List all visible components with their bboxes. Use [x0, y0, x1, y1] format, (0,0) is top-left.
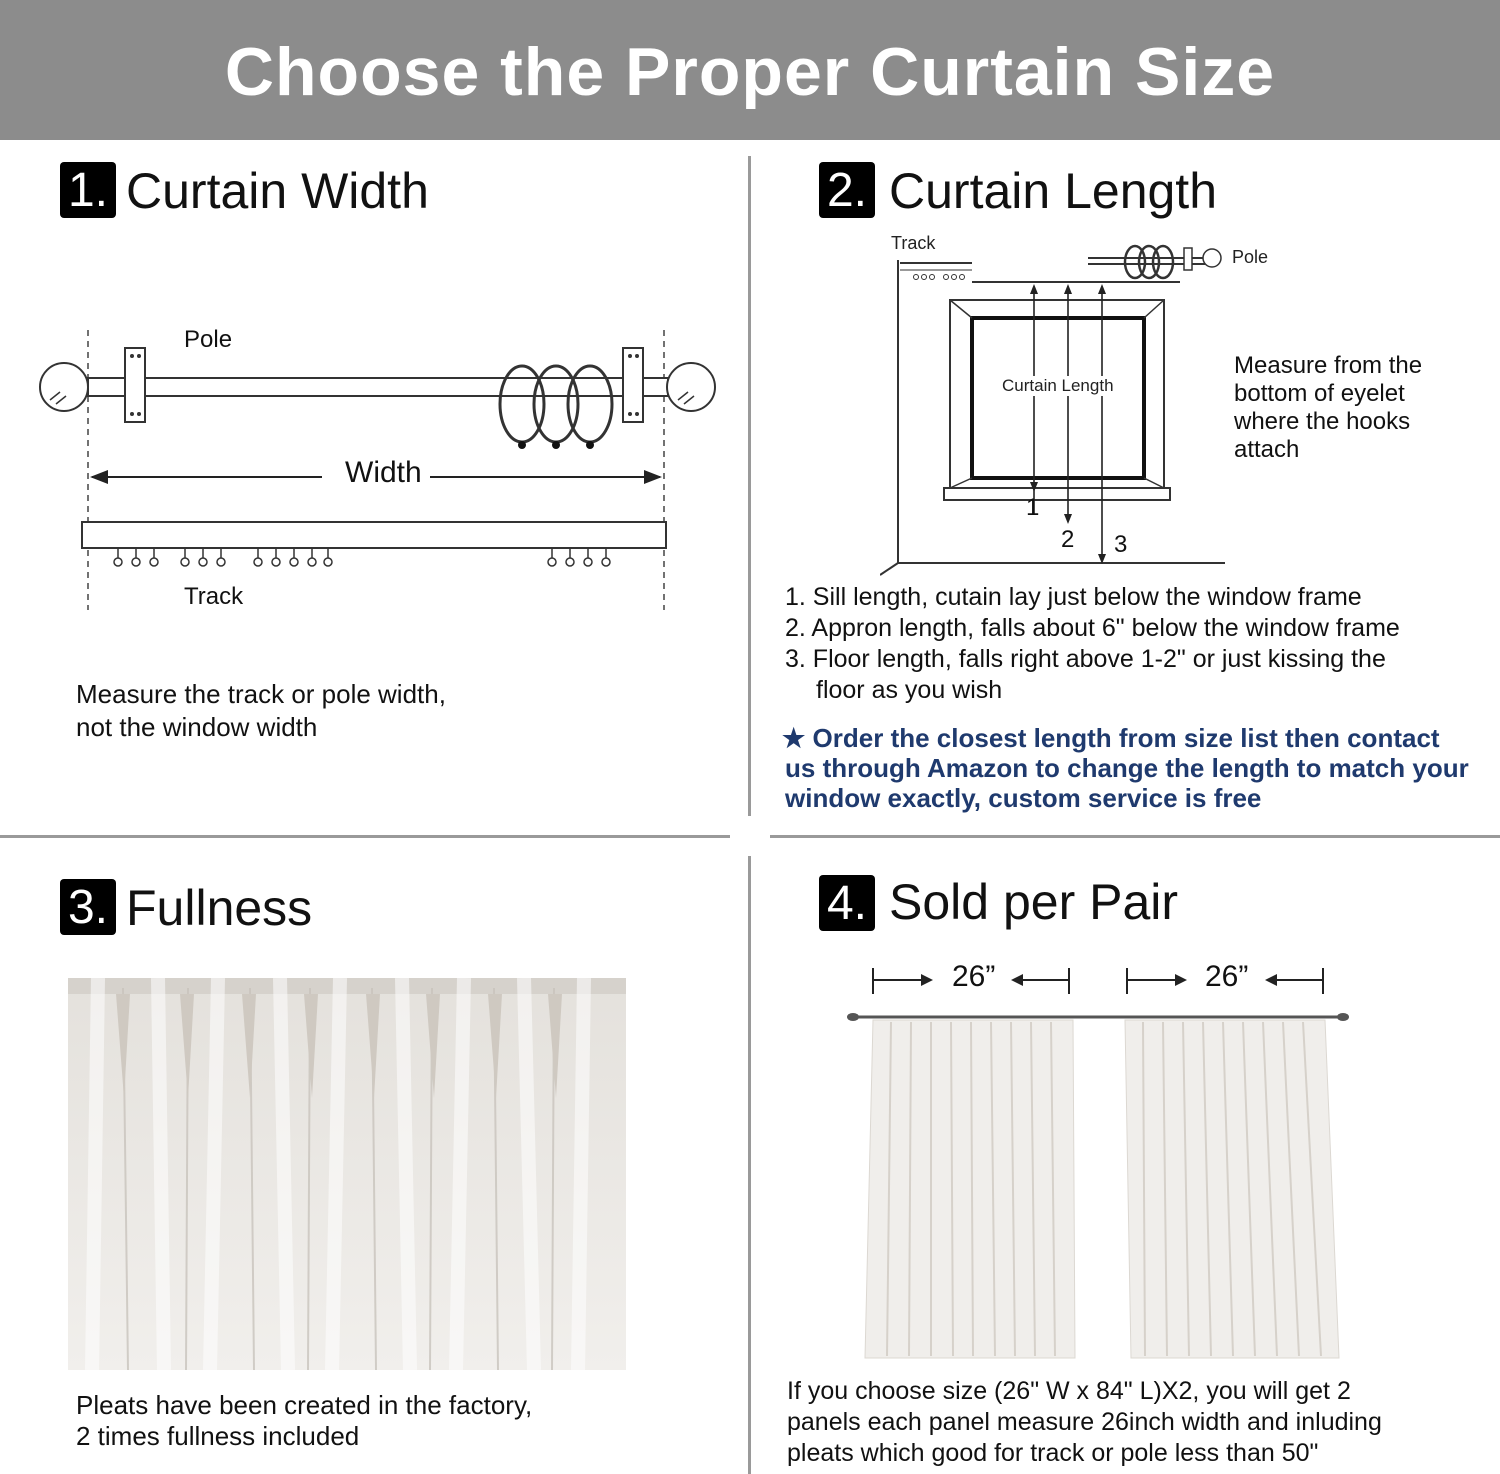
section1-number-badge: 1.: [60, 162, 116, 218]
section1-description-line2: not the window width: [76, 712, 318, 742]
pole-label-length: Pole: [1232, 247, 1269, 267]
section4-title: Sold per Pair: [889, 874, 1179, 930]
measure-note-line1: Measure from the: [1234, 352, 1423, 379]
length-options-list: [785, 582, 1400, 706]
section4-number-badge: 4.: [819, 875, 875, 931]
panel-width-left: 26”: [952, 960, 996, 993]
section3-description-line1: Pleats have been created in the factory,: [76, 1390, 533, 1420]
section3-number-badge: 3.: [60, 879, 116, 935]
vertical-divider-bottom: [748, 856, 751, 1474]
section3-description-line2: 2 times fullness included: [76, 1421, 360, 1451]
star-icon: ★: [782, 723, 806, 753]
window-length-diagram: [880, 230, 1240, 580]
section1-description-line1: Measure the track or pole width,: [76, 679, 446, 709]
section1-title: Curtain Width: [126, 163, 429, 219]
section2-title: Curtain Length: [889, 163, 1218, 219]
list-item: 3. Floor length, falls right above 1-2" or just kissing the: [785, 645, 1386, 673]
curtain-pair-photo: [845, 960, 1355, 1370]
sill-marker: 1: [1026, 494, 1040, 521]
section2-number-badge: 2.: [819, 162, 875, 218]
custom-length-note: [782, 723, 1482, 813]
track-label: Track: [184, 583, 244, 610]
pleated-curtain-photo: [68, 978, 626, 1370]
vertical-divider-top: [748, 156, 751, 816]
section4-description-line2: panels each panel measure 26inch width and inluding: [787, 1408, 1382, 1436]
width-label: Width: [345, 456, 422, 489]
measure-note-line3: where the hooks: [1234, 408, 1411, 435]
section4-description-line1: If you choose size (26" W x 84" L)X2, you will get 2: [787, 1377, 1351, 1405]
list-item: floor as you wish: [816, 676, 1003, 704]
note-line3: window exactly, custom service is free: [785, 783, 1262, 813]
note-line2: us through Amazon to change the length to match your: [785, 753, 1469, 783]
pole-label: Pole: [184, 326, 233, 353]
horizontal-divider-right: [770, 835, 1500, 838]
horizontal-divider-left: [0, 835, 730, 838]
apron-marker: 2: [1061, 526, 1075, 553]
measure-note: [1234, 352, 1422, 464]
panel-width-right: 26”: [1205, 960, 1249, 993]
page-title: Choose the Proper Curtain Size: [224, 34, 1276, 110]
curtain-length-label: Curtain Length: [1002, 376, 1114, 395]
section4-description-line3: pleats which good for track or pole less than 50": [787, 1439, 1319, 1467]
list-item: 1. Sill length, cutain lay just below the window frame: [785, 583, 1362, 611]
floor-marker: 3: [1114, 531, 1128, 558]
note-line1: Order the closest length from size list then contact: [812, 723, 1440, 753]
list-item: 2. Appron length, falls about 6" below the window frame: [785, 614, 1400, 642]
section4-description: [787, 1376, 1382, 1469]
measure-note-line4: attach: [1234, 436, 1300, 463]
track-label-length: Track: [891, 233, 936, 253]
measure-note-line2: bottom of eyelet: [1234, 380, 1405, 407]
section3-title: Fullness: [126, 880, 313, 936]
